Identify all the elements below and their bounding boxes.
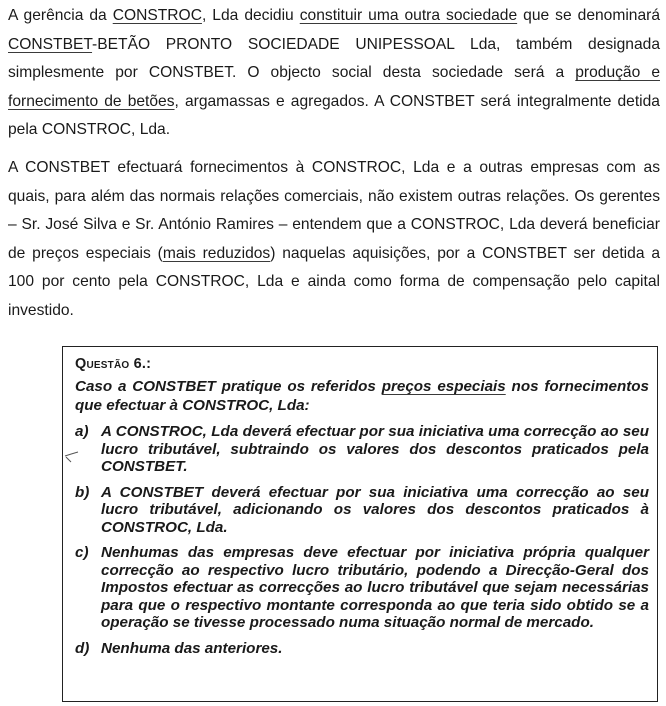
option-b-letter: b): [75, 483, 90, 501]
question-box: [62, 346, 658, 702]
question-title: Questão 6.:: [75, 356, 152, 372]
p1-underlined-constituir: constituir uma outra sociedade: [299, 7, 518, 24]
p2-underlined-mais-reduzidos: mais reduzidos: [162, 244, 271, 262]
option-c-text: Nenhumas das empresas deve efectuar por iniciativa própria qualquer correcção ao respectivo lucro tributário, podendo a Direcção-Geral dos Impostos efectuar as correcções ao lucro tributável que sejam necessárias para que o respectivo montante corresponda ao que teria sido obtido se a operação se tivesse processado numa situação normal de mercado.: [101, 544, 649, 631]
p2-text-1: A CONSTBET efectuará fornecimentos à CONSTROC, Lda e a outras empresas com as quais, para além das normais relações comerciais, não existem outras relações. Os gerentes – Sr. José Silva e Sr. António Ramires – entendem que a CONSTROC, Lda deverá beneficiar de preços especiais (: [8, 159, 660, 262]
option-a-text: A CONSTROC, Lda deverá efectuar por sua iniciativa uma correcção ao seu lucro tributável, subtraindo os valores dos descontos praticados pela CONSTBET.: [101, 423, 649, 475]
option-a[interactable]: [75, 423, 649, 476]
option-c-letter: c): [75, 544, 89, 561]
option-d[interactable]: [75, 640, 649, 658]
option-c[interactable]: [75, 544, 649, 632]
intro-paragraph-2: [8, 154, 660, 325]
option-b[interactable]: [75, 484, 649, 537]
option-a-letter: a): [75, 423, 89, 440]
p1-text-3: que se denominará: [517, 7, 660, 24]
option-d-text: Nenhuma das anteriores.: [101, 639, 283, 657]
p1-text-4: -BETÃO PRONTO SOCIEDADE UNIPESSOAL Lda, também designada simplesmente por CONSTBET. O objecto social desta sociedade será a: [8, 35, 660, 81]
handwritten-tick-icon: [64, 451, 80, 463]
question-lead-start: Caso a CONSTBET pratique os referidos: [75, 378, 382, 395]
question-lead-end: nos fornecimentos que efectuar à CONSTROC, Lda:: [75, 378, 650, 414]
p1-text-2: , Lda decidiu: [201, 7, 300, 24]
p1-text-5: , argamassas e agregados. A CONSTBET será integralmente detida pela CONSTROC, Lda.: [8, 92, 660, 138]
question-lead: [75, 377, 649, 415]
p1-underlined-constroc: CONSTROC: [112, 7, 202, 24]
p1-underlined-producao: produção e fornecimento de betões: [8, 64, 660, 110]
option-b-text: A CONSTBET deverá efectuar por sua iniciativa uma correcção ao seu lucro tributável, adicionando os valores dos descontos praticados à CONSTROC, Lda.: [101, 483, 649, 536]
p1-underlined-constbet: CONSTBET: [8, 35, 93, 53]
p1-text-1: A gerência da: [8, 7, 113, 24]
option-d-letter: d): [75, 639, 90, 657]
question-lead-underlined: preços especiais: [381, 378, 506, 395]
p2-text-2: ) naquelas aquisições, por a CONSTBET ser detida a 100 por cento pela CONSTROC, Lda e ainda como forma de compensação pelo capital investido.: [8, 244, 660, 319]
intro-paragraph-1: [8, 2, 660, 145]
